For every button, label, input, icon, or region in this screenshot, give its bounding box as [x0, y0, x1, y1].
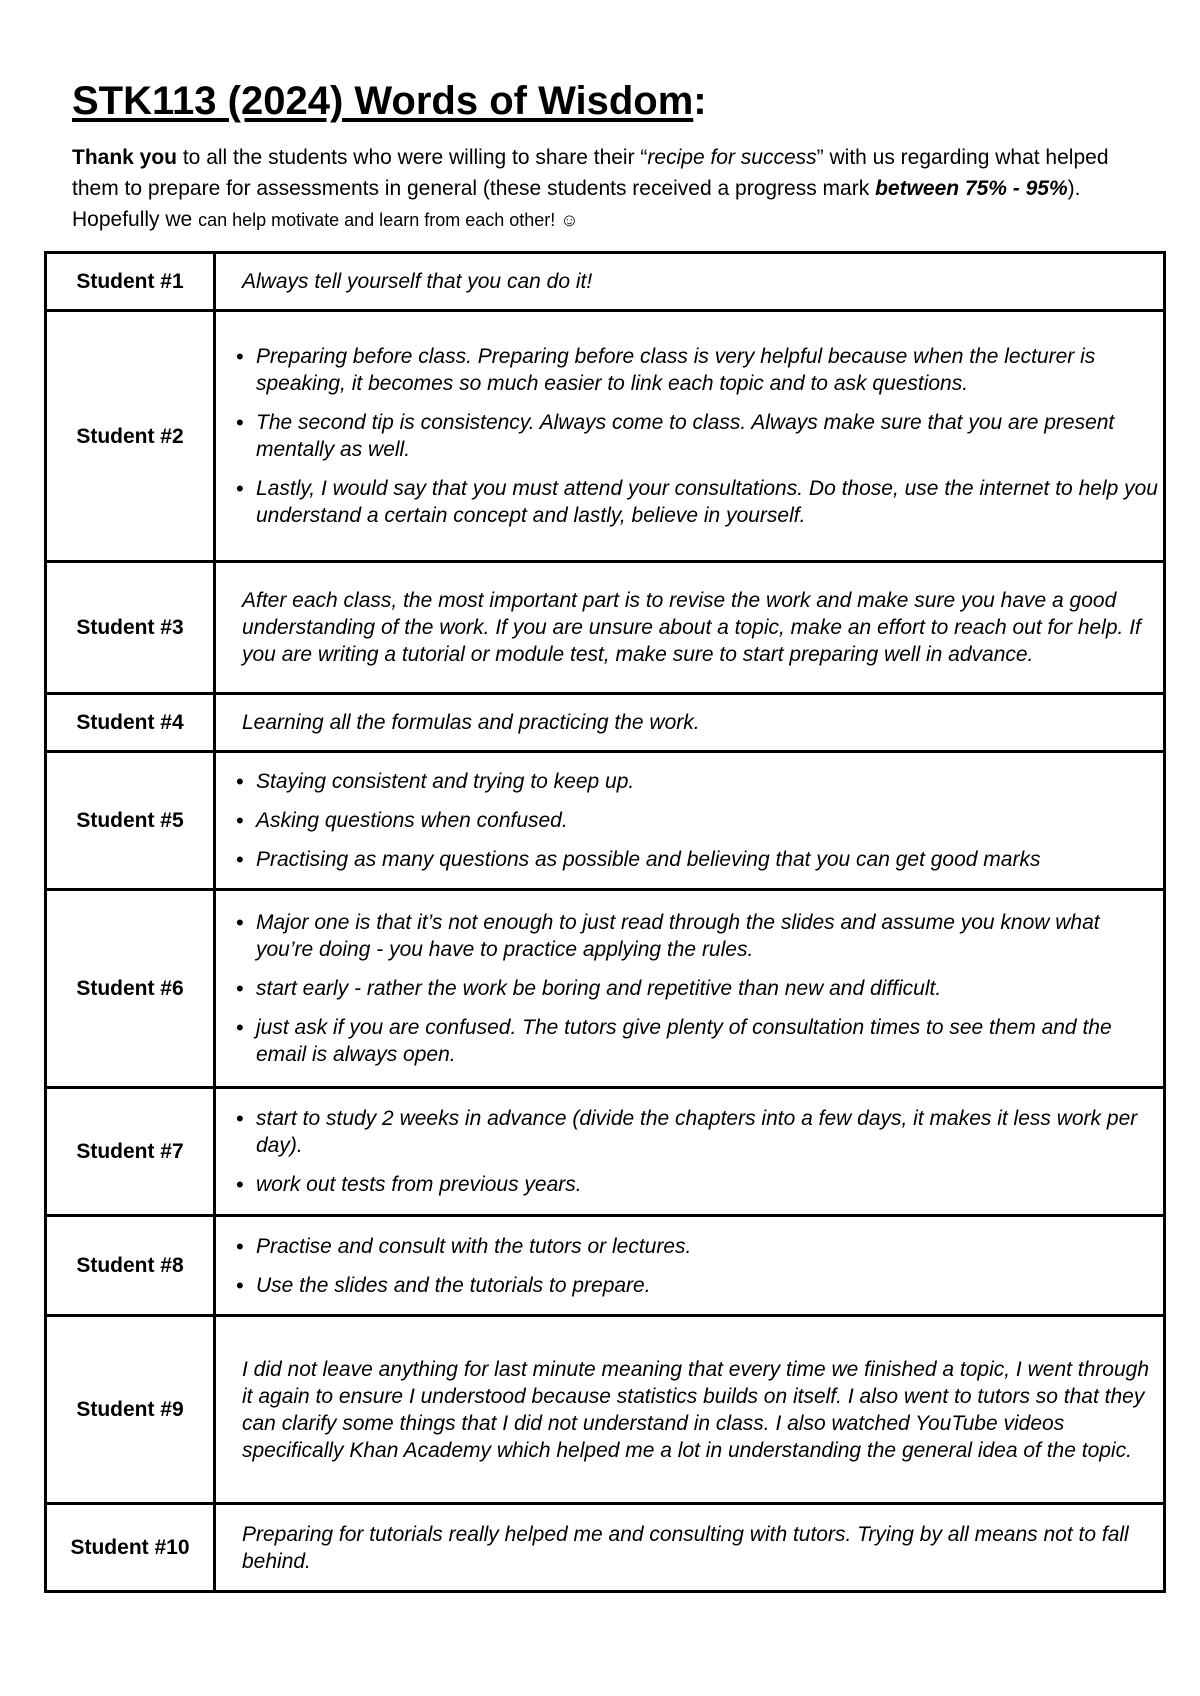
table-row — [46, 253, 1165, 311]
table-row — [46, 752, 1165, 890]
list-item: • start to study 2 weeks in advance (divide the chapters into a few days, it makes it less work per day). — [234, 1105, 1161, 1159]
title-main: STK113 (2024) Words of Wisdom — [72, 79, 694, 123]
advice-list — [234, 343, 1161, 529]
student-label: Student #1 — [46, 253, 215, 311]
intro-mark-range: between 75% - 95% — [875, 177, 1068, 200]
student-label: Student #4 — [46, 694, 215, 752]
student-advice — [215, 311, 1165, 562]
list-item: • start early - rather the work be boring and repetitive than new and difficult. — [234, 975, 1161, 1002]
table-row — [46, 1504, 1165, 1592]
advice-list — [234, 1105, 1161, 1198]
table-row — [46, 694, 1165, 752]
table-row — [46, 562, 1165, 694]
list-item: • Lastly, I would say that you must attend your consultations. Do those, use the internet to help you understand a certain concept and lastly, believe in yourself. — [234, 475, 1161, 529]
list-item: • Use the slides and the tutorials to prepare. — [234, 1272, 1161, 1299]
student-advice: I did not leave anything for last minute meaning that every time we finished a topic, I went through it again to ensure I understood because statistics builds on itself. I also went to tutors so that they can clarify some things that I did not understand in class. I also watched YouTube videos specifically Khan Academy which helped me a lot in understanding the general idea of the topic. — [215, 1316, 1165, 1504]
intro-paragraph — [72, 142, 1142, 236]
student-advice — [215, 890, 1165, 1088]
list-item: • work out tests from previous years. — [234, 1171, 1161, 1198]
student-advice: Preparing for tutorials really helped me and consulting with tutors. Trying by all means not to fall behind. — [215, 1504, 1165, 1592]
list-item: • just ask if you are confused. The tutors give plenty of consultation times to see them and the email is always open. — [234, 1014, 1161, 1068]
intro-part3: ). Hopefully we — [72, 177, 1081, 231]
wisdom-table — [44, 251, 1166, 1593]
student-advice — [215, 1088, 1165, 1216]
student-label: Student #7 — [46, 1088, 215, 1216]
intro-part2: ” with us regarding what helped them to prepare for assessments in general (these students received a progress mark — [72, 146, 1109, 200]
advice-list — [234, 768, 1161, 873]
title-suffix: : — [693, 79, 707, 123]
student-label: Student #6 — [46, 890, 215, 1088]
table-row — [46, 1216, 1165, 1316]
advice-list — [234, 1233, 1161, 1299]
student-advice: After each class, the most important part is to revise the work and make sure you have a good understanding of the work. If you are unsure about a topic, make an effort to reach out for help. If you are writing a tutorial or module test, make sure to start preparing well in advance. — [215, 562, 1165, 694]
list-item: • Practise and consult with the tutors or lectures. — [234, 1233, 1161, 1260]
list-item: • Practising as many questions as possible and believing that you can get good marks — [234, 846, 1161, 873]
list-item: • The second tip is consistency. Always come to class. Always make sure that you are present mentally as well. — [234, 409, 1161, 463]
intro-small-tail: can help motivate and learn from each other! ☺ — [198, 210, 579, 230]
table-row — [46, 1316, 1165, 1504]
student-label: Student #8 — [46, 1216, 215, 1316]
table-row — [46, 311, 1165, 562]
student-label: Student #2 — [46, 311, 215, 562]
list-item: • Major one is that it’s not enough to just read through the slides and assume you know what you’re doing - you have to practice applying the rules. — [234, 909, 1161, 963]
student-advice — [215, 752, 1165, 890]
student-label: Student #3 — [46, 562, 215, 694]
list-item: • Staying consistent and trying to keep up. — [234, 768, 1161, 795]
table-row — [46, 890, 1165, 1088]
student-advice — [215, 1216, 1165, 1316]
student-label: Student #9 — [46, 1316, 215, 1504]
student-advice: Learning all the formulas and practicing the work. — [215, 694, 1165, 752]
student-label: Student #10 — [46, 1504, 215, 1592]
table-row — [46, 1088, 1165, 1216]
student-advice: Always tell yourself that you can do it! — [215, 253, 1165, 311]
intro-bold-lead: Thank you — [72, 146, 178, 169]
list-item: • Preparing before class. Preparing before class is very helpful because when the lecturer is speaking, it becomes so much easier to link each topic and to ask questions. — [234, 343, 1161, 397]
advice-list — [234, 909, 1161, 1068]
list-item: • Asking questions when confused. — [234, 807, 1161, 834]
student-label: Student #5 — [46, 752, 215, 890]
document-title — [72, 74, 707, 128]
intro-italic-phrase: recipe for success — [647, 146, 817, 169]
intro-part1: to all the students who were willing to share their “ — [177, 146, 648, 169]
